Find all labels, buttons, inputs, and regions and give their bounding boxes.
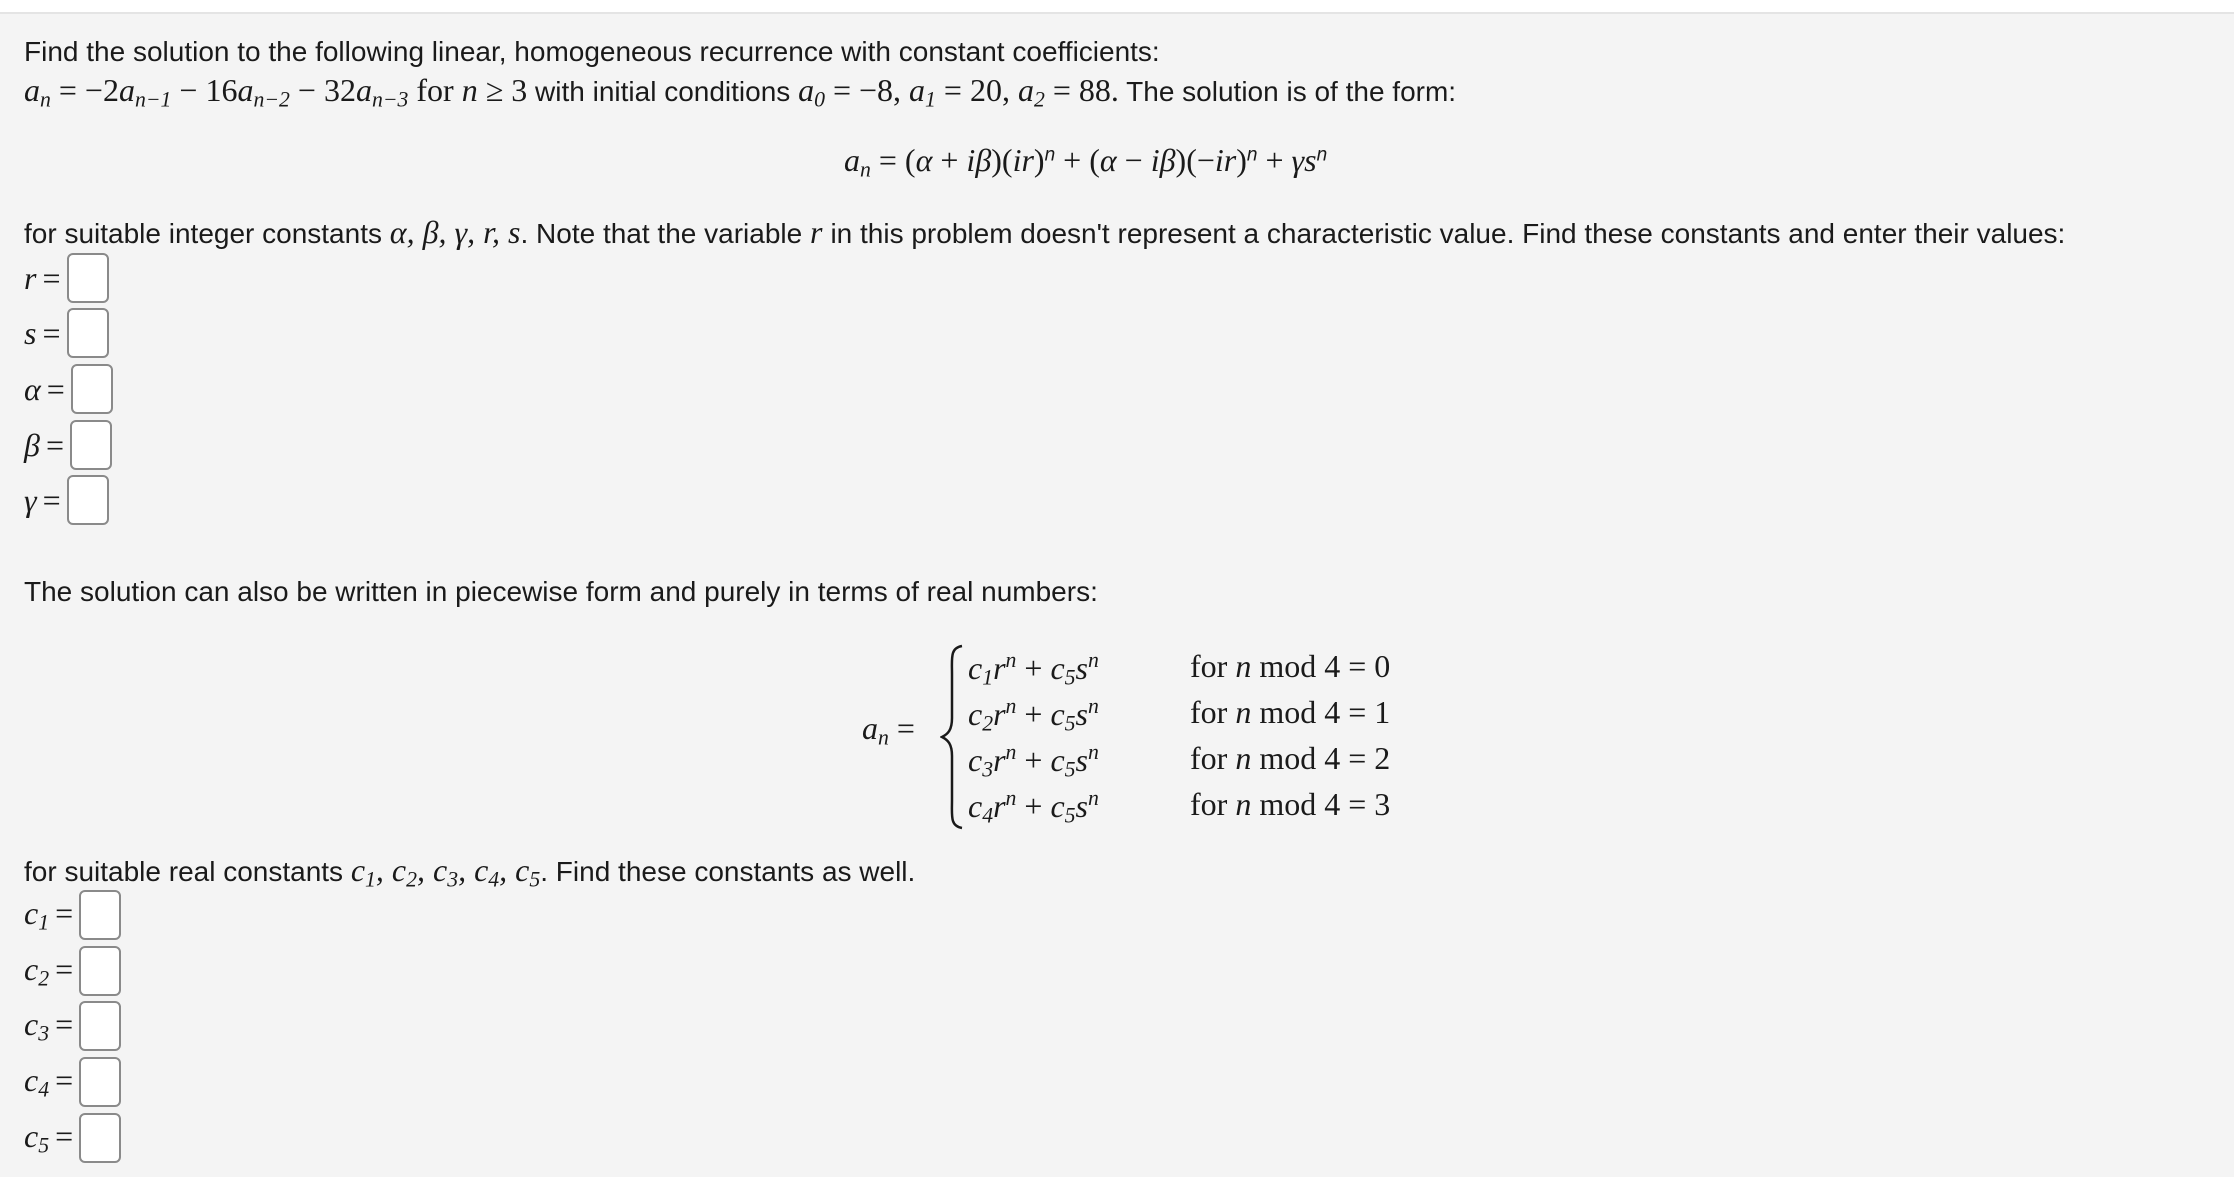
left-brace-icon xyxy=(940,644,966,830)
label-c2: $c_2$ = xyxy=(24,950,74,991)
label-r: r = xyxy=(24,259,61,296)
problem-panel xyxy=(0,12,2234,1177)
label-c5: $c_5$ = xyxy=(24,1117,74,1158)
label-c1: $c_1$ = xyxy=(24,894,74,935)
input-row-c2 xyxy=(24,943,121,999)
case-expr-1: $c_2r^n + c_5s^n$ xyxy=(968,694,1099,736)
input-row-r xyxy=(24,250,109,306)
case-cond-1: for n mod 4 = 1 xyxy=(1190,694,1391,730)
solution-form-formula: $a_n = (\alpha + i\beta)(ir)^n + (\alpha - i\beta)(-ir)^n + \gamma s^n$ xyxy=(844,142,1328,182)
alpha-input[interactable] xyxy=(71,364,113,414)
c4-input[interactable] xyxy=(79,1057,121,1107)
c3-input[interactable] xyxy=(79,1001,121,1051)
real-constants-note: for suitable real constants $c_1$, $c_2$, $c_3$, $c_4$, $c_5$. Find these constants as well. xyxy=(24,852,916,892)
input-row-alpha xyxy=(24,361,113,417)
label-c4: $c_4$ = xyxy=(24,1061,74,1102)
input-row-s xyxy=(24,305,109,361)
label-beta: β = xyxy=(24,426,64,463)
case-expr-0: $c_1r^n + c_5s^n$ xyxy=(968,648,1099,690)
c2-input[interactable] xyxy=(79,946,121,996)
piecewise-formula xyxy=(856,642,1436,832)
intro-text: Find the solution to the following linear, homogeneous recurrence with constant coefficients: xyxy=(24,36,1160,67)
piecewise-lhs: $a_n$ = xyxy=(862,710,915,750)
c1-input[interactable] xyxy=(79,890,121,940)
input-row-c5 xyxy=(24,1110,121,1166)
s-input[interactable] xyxy=(67,308,109,358)
case-cond-3: for n mod 4 = 3 xyxy=(1190,786,1391,822)
r-input[interactable] xyxy=(67,253,109,303)
case-row-0 xyxy=(968,648,1448,694)
case-row-2 xyxy=(968,740,1448,786)
case-cond-0: for n mod 4 = 0 xyxy=(1190,648,1391,684)
case-cond-2: for n mod 4 = 2 xyxy=(1190,740,1391,776)
case-expr-3: $c_4r^n + c_5s^n$ xyxy=(968,786,1099,828)
piecewise-intro: The solution can also be written in piecewise form and purely in terms of real numbers: xyxy=(24,576,1098,607)
input-row-c1 xyxy=(24,887,121,943)
case-expr-2: $c_3r^n + c_5s^n$ xyxy=(968,740,1099,782)
case-row-3 xyxy=(968,786,1448,832)
c5-input[interactable] xyxy=(79,1113,121,1163)
label-gamma: γ = xyxy=(24,481,61,518)
input-row-c3 xyxy=(24,998,121,1054)
input-row-beta xyxy=(24,417,112,473)
input-row-c4 xyxy=(24,1054,121,1110)
label-alpha: α = xyxy=(24,370,65,407)
input-row-gamma xyxy=(24,472,109,528)
label-s: s = xyxy=(24,314,61,351)
case-row-1 xyxy=(968,694,1448,740)
recurrence-line: $a_n = -2a_{n-1} - 16a_{n-2} - 32a_{n-3}$ for n ≥ 3 with initial conditions $a_0 = -8$, $a_1 = 20$, $a_2 = 88$. The solution is of the form: xyxy=(24,72,1457,112)
gamma-input[interactable] xyxy=(67,475,109,525)
constants-note: for suitable integer constants α, β, γ, r, s. Note that the variable r in this problem doesn't represent a characteristic value. Find these constants and enter their values: xyxy=(24,214,2066,250)
label-c3: $c_3$ = xyxy=(24,1005,74,1046)
beta-input[interactable] xyxy=(70,420,112,470)
